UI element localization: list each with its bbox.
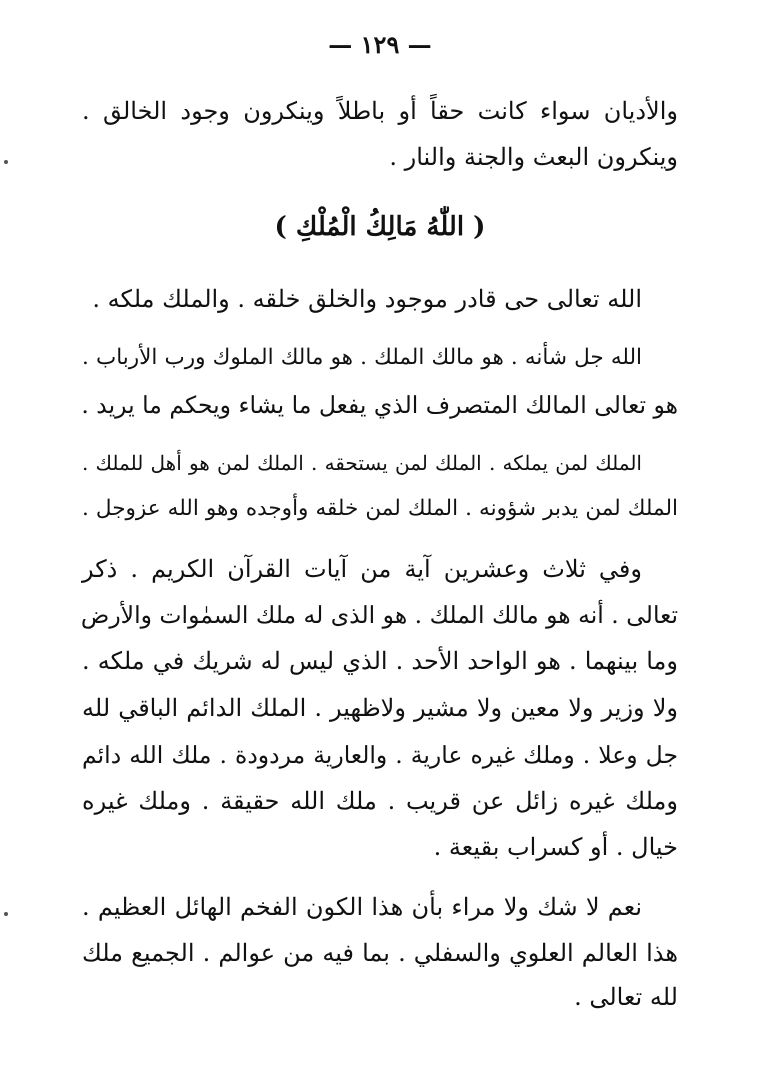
- text-line-5: هو تعالى المالك المتصرف الذي يفعل ما يشاء ويحكم ما يريد .: [81, 391, 678, 419]
- text-line-4: الله جل شأنه . هو مالك الملك . هو مالك الملوك ورب الأرباب .: [82, 345, 642, 370]
- text-line-8: وفي ثلاث وعشرين آية من آيات القرآن الكريم . ذكر: [82, 555, 642, 583]
- text-line-12: جل وعلا . وملك غيره عارية . والعارية مردودة . ملك الله دائم: [82, 741, 678, 769]
- text-line-16: هذا العالم العلوي والسفلي . بما فيه من عوالم . الجميع ملك: [82, 939, 678, 967]
- margin-dot: [4, 160, 8, 164]
- text-line-2: وينكرون البعث والجنة والنار .: [389, 143, 678, 171]
- text-line-3: الله تعالى حى قادر موجود والخلق خلقه . والملك ملكه .: [92, 285, 642, 313]
- page-number: — ١٢٩ —: [328, 30, 432, 59]
- section-heading: ( اللّٰهُ مَالِكُ الْمُلْكِ ): [274, 212, 486, 242]
- text-line-14: خيال . أو كسراب بقيعة .: [433, 833, 678, 861]
- text-line-9: تعالى . أنه هو مالك الملك . هو الذى له ملك السمٰوات والأرض: [80, 601, 678, 629]
- text-line-13: وملك غيره زائل عن قريب . ملك الله حقيقة . وملك غيره: [82, 787, 678, 815]
- text-line-6: الملك لمن يملكه . الملك لمن يستحقه . الملك لمن هو أهل للملك .: [82, 451, 642, 475]
- margin-dot: [4, 912, 8, 916]
- text-line-17: لله تعالى .: [574, 983, 678, 1011]
- text-line-11: ولا وزير ولا معين ولا مشير ولاظهير . الملك الدائم الباقي لله: [82, 694, 678, 722]
- text-line-10: وما بينهما . هو الواحد الأحد . الذي ليس له شريك في ملكه .: [82, 647, 678, 675]
- text-line-1: والأديان سواء كانت حقاً أو باطلاً وينكرون وجود الخالق .: [82, 97, 678, 125]
- text-line-15: نعم لا شك ولا مراء بأن هذا الكون الفخم الهائل العظيم .: [82, 893, 642, 921]
- text-line-7: الملك لمن يدبر شؤونه . الملك لمن خلقه وأوجده وهو الله عزوجل .: [82, 496, 678, 521]
